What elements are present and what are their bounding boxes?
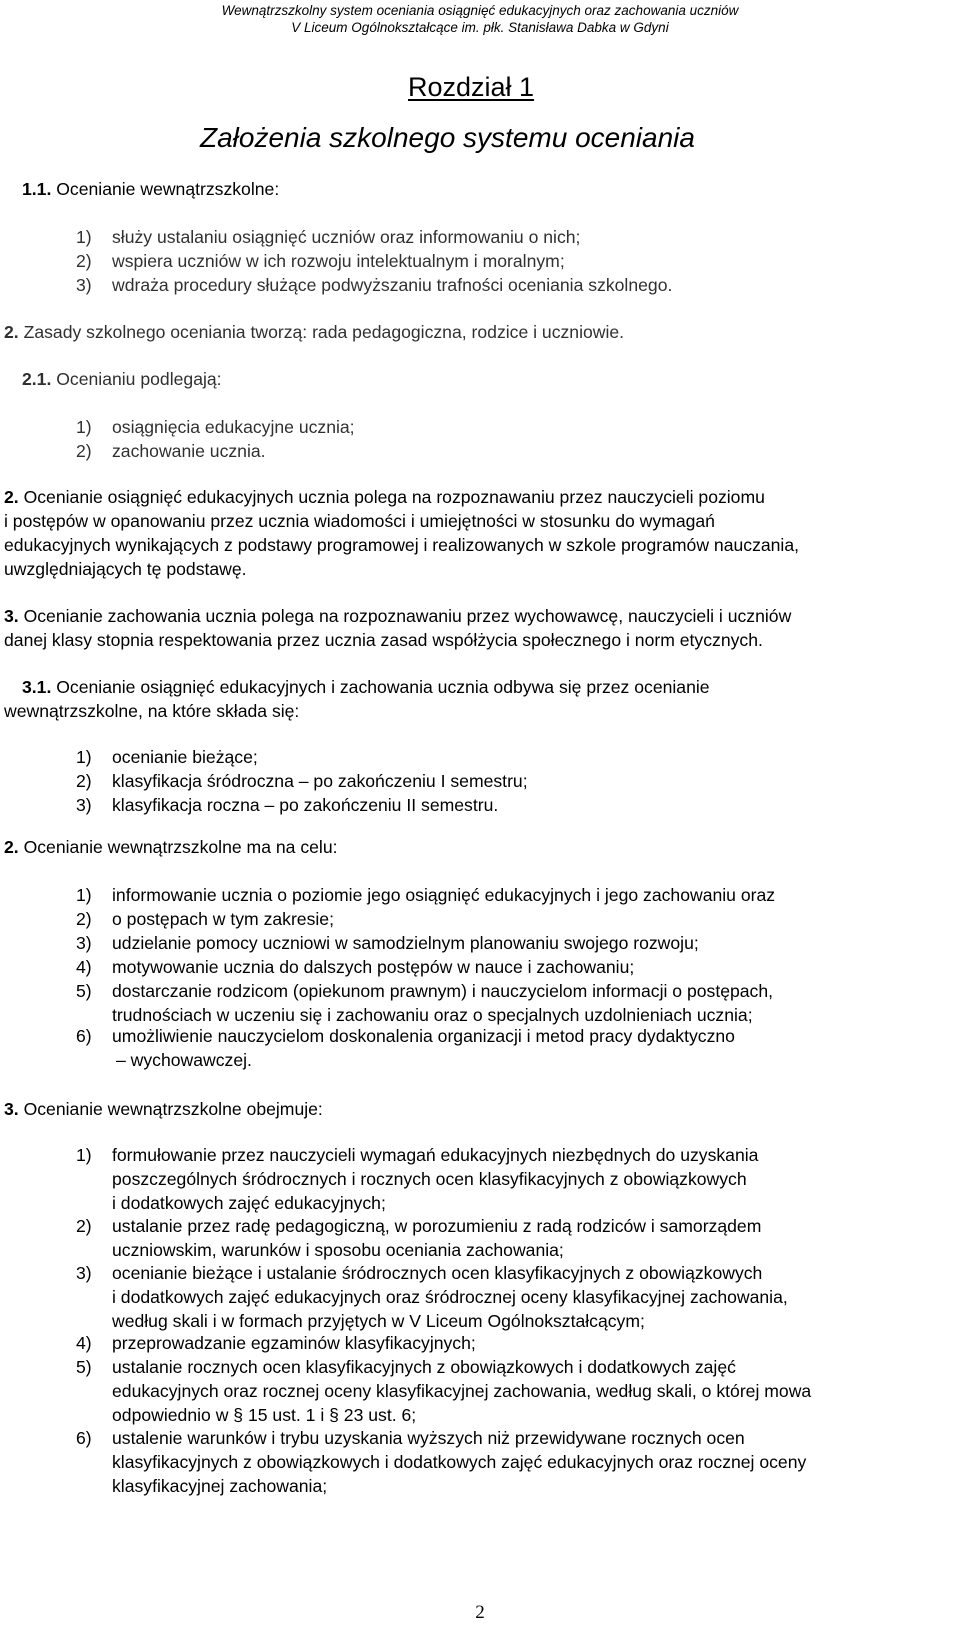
list-item-text: umożliwienie nauczycielom doskonalenia organizacji i metod pracy dydaktyczno <box>112 1026 735 1046</box>
list-item-text: motywowanie ucznia do dalszych postępów w nauce i zachowaniu; <box>112 957 635 977</box>
list-item-number: 2) <box>76 1216 92 1236</box>
list-item-number: 2) <box>76 441 92 461</box>
list-item-text: i dodatkowych zajęć edukacyjnych oraz śródrocznej oceny klasyfikacyjnej zachowania, <box>112 1287 788 1307</box>
paragraph-line <box>4 628 763 652</box>
list-item-text: osiągnięcia edukacyjne ucznia; <box>112 417 355 437</box>
list-item-text: wdraża procedury służące podwyższaniu trafności oceniania szkolnego. <box>112 275 673 295</box>
running-header <box>0 2 960 36</box>
section-3-scope <box>4 1097 323 1121</box>
list-item-number: 2) <box>76 771 92 791</box>
header-line-2: V Liceum Ogólnokształcące im. płk. Stanisława Dabka w Gdyni <box>291 20 669 35</box>
section-2-1 <box>22 367 222 391</box>
list-item-text: edukacyjnych oraz rocznej oceny klasyfikacyjnej zachowania, według skali, o której mowa <box>112 1381 812 1401</box>
list-item-text: klasyfikacja roczna – po zakończeniu II semestru. <box>112 795 499 815</box>
list-item-text: ocenianie bieżące i ustalanie śródrocznych ocen klasyfikacyjnych z obowiązkowych <box>112 1263 763 1283</box>
list-item-number: 1) <box>76 885 92 905</box>
list-item-text: i dodatkowych zajęć edukacyjnych; <box>112 1193 386 1213</box>
list-item-number: 4) <box>76 957 92 977</box>
list-item-text: wspiera uczniów w ich rozwoju intelektualnym i moralnym; <box>112 251 565 271</box>
paragraph-text: wewnątrzszkolne, na które składa się: <box>4 701 300 721</box>
list-item-text: według skali i w formach przyjętych w V Liceum Ogólnokształcącym; <box>112 1311 645 1331</box>
section-number: 3. <box>4 606 19 626</box>
paragraph-text: i postępów w opanowaniu przez ucznia wiadomości i umiejętności w stosunku do wymagań <box>4 511 715 531</box>
list-item-number: 5) <box>76 1357 92 1377</box>
section-number: 1.1. <box>22 179 52 199</box>
paragraph-line <box>4 604 791 628</box>
list-item-text: zachowanie ucznia. <box>112 441 266 461</box>
paragraph-line <box>4 533 799 557</box>
section-number: 3. <box>4 1099 19 1119</box>
list-item-text: służy ustalaniu osiągnięć uczniów oraz informowaniu o nich; <box>112 227 581 247</box>
paragraph-line <box>4 485 765 509</box>
list-item-number: 1) <box>76 747 92 767</box>
list-item-number: 3) <box>76 275 92 295</box>
list-item-number: 1) <box>76 417 92 437</box>
list-item-number: 3) <box>76 933 92 953</box>
chapter-subtitle: Założenia szkolnego systemu oceniania <box>200 122 695 153</box>
list-item-text: klasyfikacyjnej zachowania; <box>112 1476 328 1496</box>
paragraph-text: danej klasy stopnia respektowania przez ucznia zasad współżycia społecznego i norm etycznych. <box>4 630 763 650</box>
list-item-text: formułowanie przez nauczycieli wymagań edukacyjnych niezbędnych do uzyskania <box>112 1145 759 1165</box>
list-item-text: przeprowadzanie egzaminów klasyfikacyjnych; <box>112 1333 476 1353</box>
section-number: 2. <box>4 837 19 857</box>
list-item-text: ustalanie przez radę pedagogiczną, w porozumieniu z radą rodziców i samorządem <box>112 1216 762 1236</box>
list-item-number: 5) <box>76 981 92 1001</box>
paragraph-text: Ocenianie osiągnięć edukacyjnych i zachowania ucznia odbywa się przez ocenianie <box>51 677 710 697</box>
header-line-1: Wewnątrzszkolny system oceniania osiągnięć edukacyjnych oraz zachowania uczniów <box>221 3 739 18</box>
list-item-text: poszczególnych śródrocznych i rocznych ocen klasyfikacyjnych z obowiązkowych <box>112 1169 747 1189</box>
paragraph-line <box>4 699 299 723</box>
list-item-number: 3) <box>76 795 92 815</box>
list-4-tail: – wychowawczej. <box>116 1050 252 1070</box>
list-item-number: 6) <box>76 1428 92 1448</box>
paragraph-text: edukacyjnych wynikających z podstawy programowej i realizowanych w szkole programów nauczania, <box>4 535 800 555</box>
list-item-number: 2) <box>76 251 92 271</box>
list-item-text: udzielanie pomocy uczniowi w samodzielnym planowaniu swojego rozwoju; <box>112 933 699 953</box>
page-number: 2 <box>475 1602 485 1623</box>
section-text: Ocenianie wewnątrzszkolne: <box>51 179 280 199</box>
list-item-text: trudnościach w uczeniu się i zachowaniu oraz o specjalnych uzdolnieniach ucznia; <box>112 1005 753 1025</box>
section-1-1 <box>22 177 279 201</box>
paragraph-line <box>22 675 710 699</box>
list-item-text: ocenianie bieżące; <box>112 747 258 767</box>
list-item-text: ustalanie rocznych ocen klasyfikacyjnych z obowiązkowych i dodatkowych zajęć <box>112 1357 736 1377</box>
chapter-title: Rozdział 1 <box>408 72 535 102</box>
section-text: Ocenianie wewnątrzszkolne obejmuje: <box>18 1099 323 1119</box>
list-item-number: 3) <box>76 1263 92 1283</box>
list-item-number: 1) <box>76 227 92 247</box>
section-2-principles <box>4 320 624 344</box>
section-number: 2.1. <box>22 369 52 389</box>
list-item-text: informowanie ucznia o poziomie jego osiągnięć edukacyjnych i jego zachowaniu oraz <box>112 885 776 905</box>
list-item-text: ustalenie warunków i trybu uzyskania wyższych niż przewidywane rocznych ocen <box>112 1428 745 1448</box>
list-item-text: dostarczanie rodzicom (opiekunom prawnym) i nauczycielom informacji o postępach, <box>112 981 774 1001</box>
section-text: Ocenianie wewnątrzszkolne ma na celu: <box>18 837 338 857</box>
list-item-number: 4) <box>76 1333 92 1353</box>
list-item-text: odpowiednio w § 15 ust. 1 i § 23 ust. 6; <box>112 1405 417 1425</box>
paragraph-text: Ocenianie osiągnięć edukacyjnych ucznia polega na rozpoznawaniu przez nauczycieli poziomu <box>18 487 765 507</box>
section-2-goals <box>4 835 338 859</box>
section-text: Ocenianiu podlegają: <box>51 369 222 389</box>
section-number: 3.1. <box>22 677 52 697</box>
paragraph-text: uwzględniających tę podstawę. <box>4 559 247 579</box>
paragraph-text: Ocenianie zachowania ucznia polega na rozpoznawaniu przez wychowawcę, nauczycieli i uczniów <box>18 606 792 626</box>
list-item-text: uczniowskim, warunków i sposobu oceniania zachowania; <box>112 1240 564 1260</box>
section-number: 2. <box>4 487 19 507</box>
section-text: Zasady szkolnego oceniania tworzą: rada pedagogiczna, rodzice i uczniowie. <box>18 322 625 342</box>
paragraph-line <box>4 509 715 533</box>
paragraph-line <box>4 557 247 581</box>
list-item-number: 2) <box>76 909 92 929</box>
list-item-number: 1) <box>76 1145 92 1165</box>
list-item-text: klasyfikacyjnych z obowiązkowych i dodatkowych zajęć edukacyjnych oraz rocznej oceny <box>112 1452 807 1472</box>
section-number: 2. <box>4 322 19 342</box>
list-item-number: 6) <box>76 1026 92 1046</box>
list-item-text: klasyfikacja śródroczna – po zakończeniu I semestru; <box>112 771 528 791</box>
list-item-text: o postępach w tym zakresie; <box>112 909 334 929</box>
